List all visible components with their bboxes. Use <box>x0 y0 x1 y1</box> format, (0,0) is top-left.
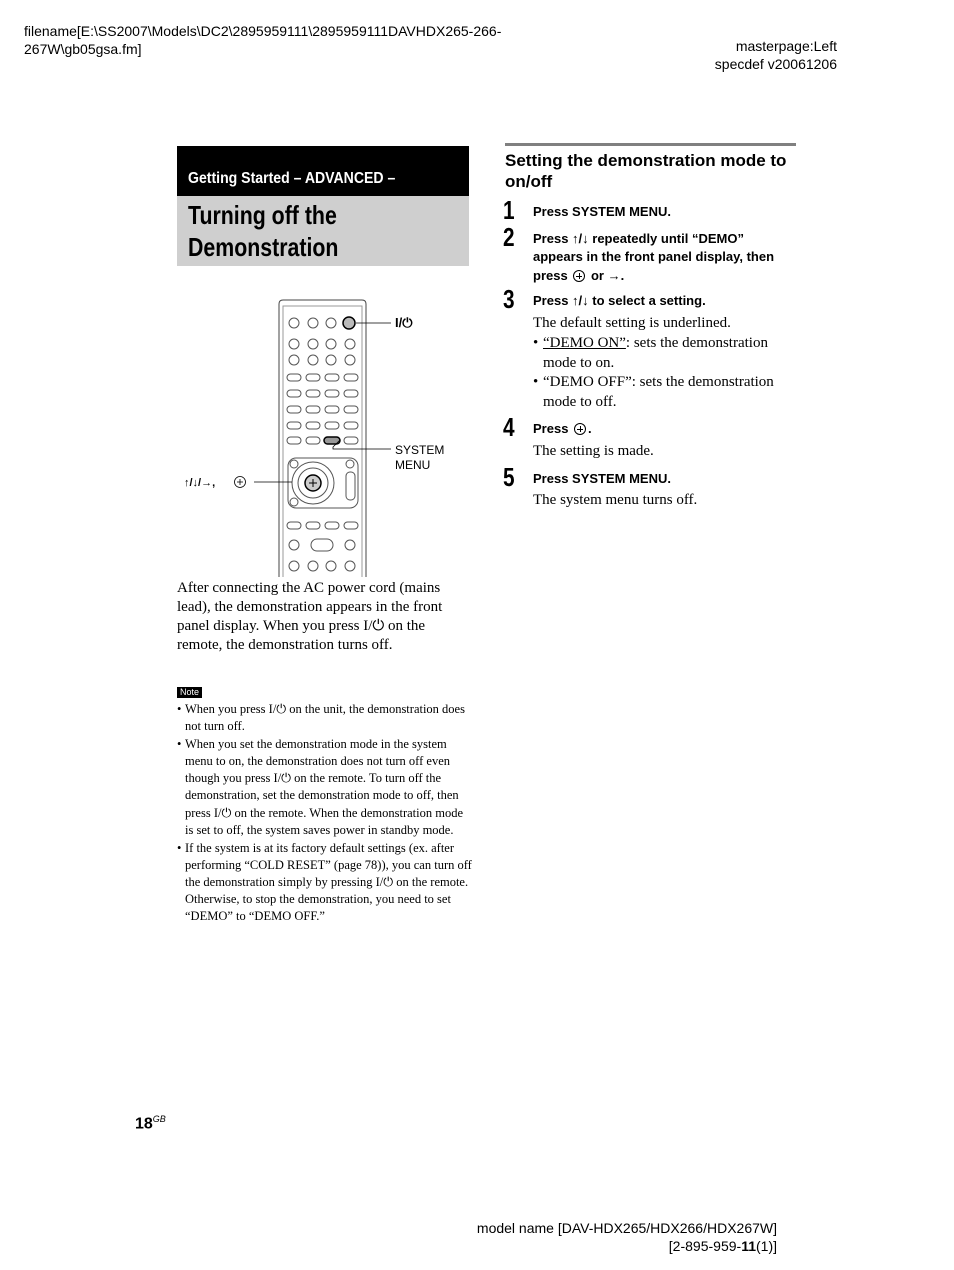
model-code-pre: [2-895-959- <box>668 1238 742 1254</box>
section-category: Getting Started – ADVANCED – <box>188 170 396 187</box>
page-title-line-2: Demonstration <box>188 232 339 262</box>
note-item: • When you press I/⏻ on the unit, the demonstration does not turn off. <box>177 701 472 735</box>
filename-line-1: filename[E:\SS2007\Models\DC2\2895959111\2895959111DAVHDX265-266- <box>24 23 502 39</box>
option-demo-on-desc: : sets the demonstration mode to on. <box>543 335 768 371</box>
procedure-title: Setting the demonstration mode to on/off <box>505 151 787 191</box>
step-number-1: 1 <box>503 195 515 225</box>
arrows-label: ↑/↓/→, <box>184 477 216 489</box>
step-number-4: 4 <box>503 412 515 442</box>
step-4-note: The setting is made. <box>533 443 654 459</box>
step-2-text-b: or →. <box>590 267 625 283</box>
model-info <box>477 1219 777 1255</box>
step-4-text-b: . <box>588 421 592 436</box>
enter-icon <box>235 477 246 488</box>
step-2-text-a: Press ↑/↓ repeatedly until “DEMO” appears in the front panel display, then press <box>533 231 775 283</box>
remote-control-illustration <box>176 296 476 581</box>
step-number-3: 3 <box>503 284 515 314</box>
step-1: Press SYSTEM MENU. <box>533 204 671 219</box>
section-category-band <box>177 146 469 196</box>
note-item: • If the system is at its factory default settings (ex. after performing “COLD RESET” (page 78)), you can turn off the demonstration simply by pressing I/⏻ on the remote. Otherwise, to stop the demonstration, you need to set “DEMO” to “DEMO OFF.” <box>177 840 472 925</box>
system-menu-label-line-1: SYSTEM <box>395 443 445 457</box>
system-menu-label-line-2: MENU <box>395 458 431 472</box>
model-name: model name [DAV-HDX265/HDX266/HDX267W] <box>476 1220 777 1236</box>
model-code <box>477 1237 777 1255</box>
step-number-2: 2 <box>503 222 515 252</box>
section-rule <box>505 143 796 146</box>
master-info <box>715 37 837 73</box>
page-number-value: 18 <box>135 1115 153 1133</box>
note-list <box>177 701 472 926</box>
step-4-text-a: Press <box>533 421 569 436</box>
power-label: I/⏻ <box>395 315 413 330</box>
step-number-5: 5 <box>503 462 515 492</box>
page-number <box>135 1114 166 1133</box>
enter-icon <box>574 423 586 435</box>
power-button-highlight <box>343 317 355 329</box>
page-number-suffix: GB <box>152 1114 166 1124</box>
page-title <box>188 199 467 263</box>
page-title-line-1: Turning off the <box>188 200 337 230</box>
intro-paragraph: After connecting the AC power cord (mains lead), the demonstration appears in the front panel display. When you press I/⏻ on the remote, the demonstration turns off. <box>177 580 443 653</box>
model-code-post: (1)] <box>756 1238 777 1254</box>
option-demo-on <box>533 334 796 373</box>
step-4 <box>533 420 796 438</box>
model-code-bold: 11 <box>741 1238 756 1254</box>
option-demo-on-name: “DEMO ON” <box>543 335 626 351</box>
step-3: Press ↑/↓ to select a setting. <box>533 293 706 308</box>
specdef-label: specdef v20061206 <box>714 56 837 72</box>
step-2 <box>533 230 796 285</box>
step-5: Press SYSTEM MENU. <box>533 471 671 486</box>
file-info <box>24 22 544 58</box>
step-3-note: The default setting is underlined. <box>533 315 731 331</box>
note-tag: Note <box>177 687 202 698</box>
option-demo-off: • “DEMO OFF”: sets the demonstration mode to off. <box>533 373 796 412</box>
masterpage-label: masterpage:Left <box>735 38 837 54</box>
page-title-box <box>177 196 469 266</box>
step-5-note: The system menu turns off. <box>533 492 698 508</box>
enter-icon <box>573 270 585 282</box>
filename-line-2: 267W\gb05gsa.fm] <box>24 41 142 57</box>
note-item: • When you set the demonstration mode in the system menu to on, the demonstration does not turn off even though you press I/⏻ on the remote. To turn off the demonstration, set the demonstration mode to off, then press I/⏻ on the remote. When the demonstration mode is set to off, the system saves power in standby mode. <box>177 736 472 839</box>
